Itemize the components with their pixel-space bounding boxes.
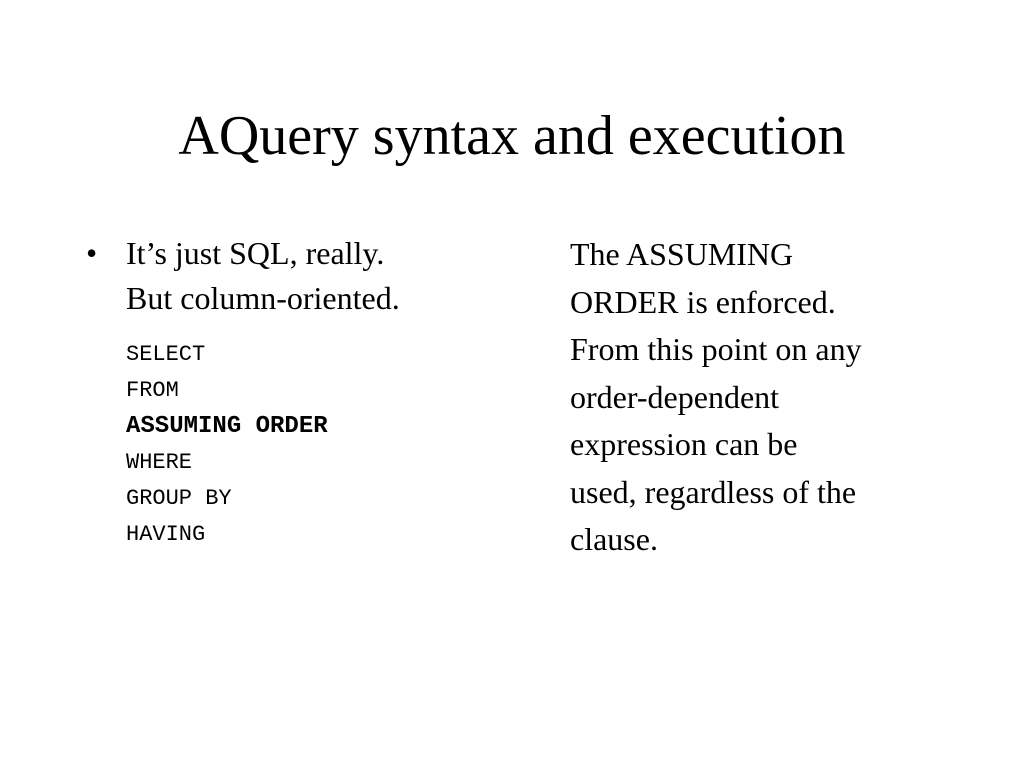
right-text-line: expression can be [570, 426, 798, 462]
right-text-line: The ASSUMING [570, 236, 794, 272]
right-text-line: order-dependent [570, 378, 780, 415]
sql-clause-select: SELECT [126, 342, 206, 367]
right-text-line: From this point on any [570, 331, 862, 367]
sql-clause-group-by: GROUP BY [126, 486, 232, 511]
sql-clause-from: FROM [126, 378, 179, 403]
slide-title: AQuery syntax and execution [178, 105, 846, 167]
sql-clause-list [86, 337, 506, 553]
bullet-item [86, 231, 506, 321]
right-text-line: clause. [570, 521, 658, 557]
bullet-text-line: But column-oriented. [126, 280, 400, 316]
right-text-line: ORDER is enforced. [570, 283, 836, 320]
sql-clause-having: HAVING [126, 522, 206, 547]
left-column [86, 231, 506, 553]
sql-clause-assuming-order: ASSUMING ORDER [126, 413, 328, 440]
sql-clause-where: WHERE [126, 450, 193, 475]
right-column-text [570, 231, 970, 564]
bullet-text-line: It’s just SQL, really. [126, 235, 385, 271]
bullet-icon: • [86, 235, 98, 271]
right-text-line: used, regardless of the [570, 473, 857, 510]
